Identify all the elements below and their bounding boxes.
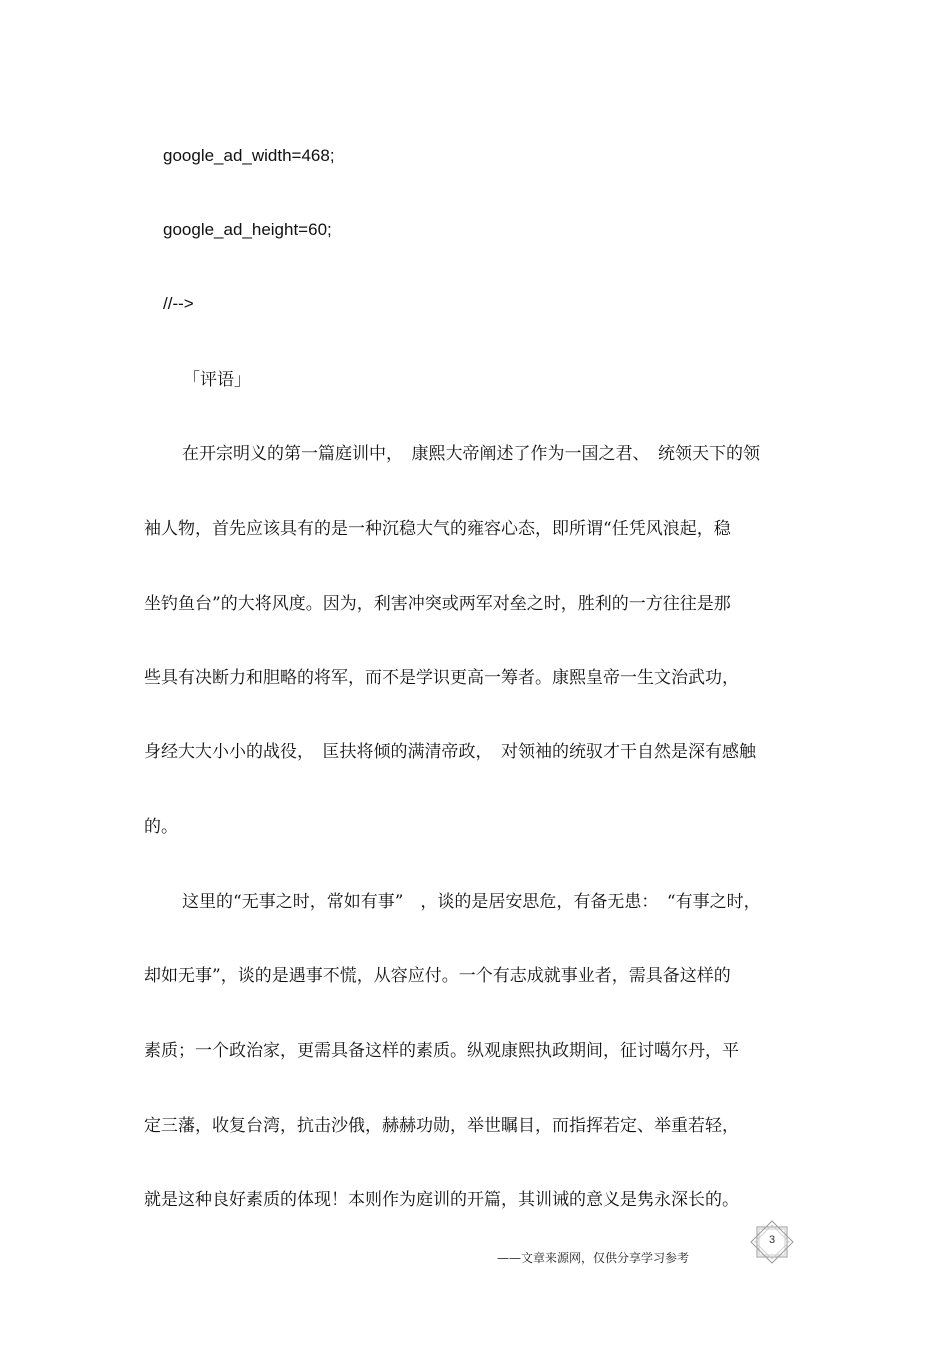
source-note: ——文章来源网，仅供分享学习参考 <box>497 1251 690 1265</box>
code-line-ad-width: google_ad_width=468; <box>163 146 335 165</box>
paragraph-line: 定三藩，收复台湾，抗击沙俄，赫赫功勋，举世瞩目，而指挥若定、举重若轻， <box>144 1116 739 1136</box>
paragraph-line: 这里的“无事之时，常如有事” ，谈的是居安思危，有备无患： “有事之时， <box>182 892 761 912</box>
page-number-badge <box>748 1220 796 1264</box>
paragraph-line: 身经大大小小的战役， 匡扶将倾的满清帝政， 对领袖的统驭才干自然是深有感触 <box>144 742 756 762</box>
paragraph-line: 些具有决断力和胆略的将军，而不是学识更高一筹者。康熙皇帝一生文治武功， <box>144 668 739 688</box>
paragraph-line: 坐钓鱼台”的大将风度。因为，利害冲突或两军对垒之时，胜利的一方往往是那 <box>144 594 731 614</box>
paragraph-line: 在开宗明义的第一篇庭训中， 康熙大帝阐述了作为一国之君、 统领天下的领 <box>182 444 760 464</box>
code-line-ad-height: google_ad_height=60; <box>163 220 332 239</box>
paragraph-line: 素质；一个政治家，更需具备这样的素质。纵观康熙执政期间，征讨噶尔丹，平 <box>144 1041 739 1061</box>
paragraph-line: 却如无事”，谈的是遇事不慌，从容应付。一个有志成就事业者，需具备这样的 <box>144 966 731 986</box>
paragraph-line: 就是这种良好素质的体现！本则作为庭训的开篇，其训诫的意义是隽永深长的。 <box>144 1190 739 1210</box>
section-heading: 「评语」 <box>183 370 251 390</box>
page-number: 3 <box>768 1234 776 1246</box>
code-line-comment-end: //--> <box>163 294 194 313</box>
paragraph-line: 的。 <box>144 817 178 837</box>
paragraph-line: 袖人物，首先应该具有的是一种沉稳大气的雍容心态，即所谓“任凭风浪起，稳 <box>144 519 731 539</box>
